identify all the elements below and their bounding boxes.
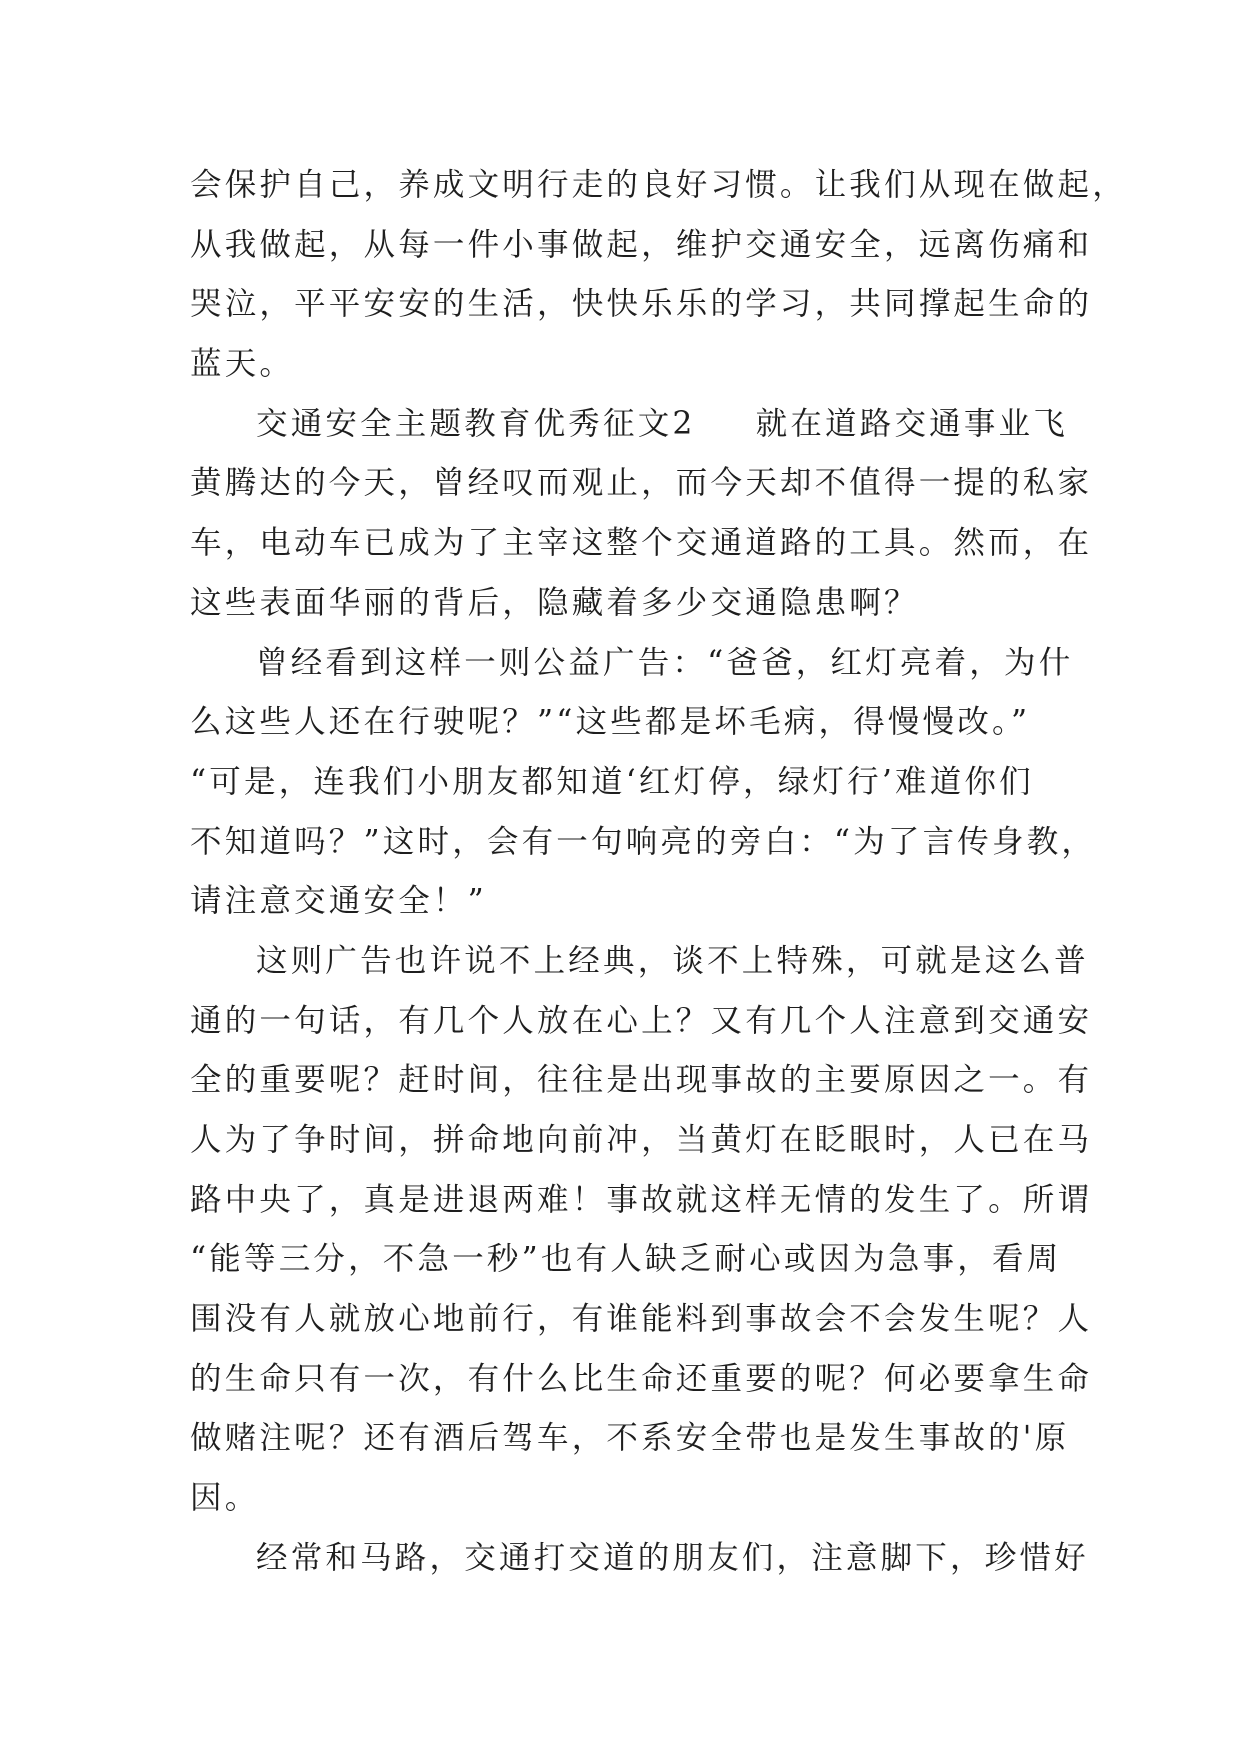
text-line: 全的重要呢？赶时间，往往是出现事故的主要原因之一。有 (190, 1062, 1093, 1099)
text-line: 么这些人还在行驶呢？”“这些都是坏毛病，得慢慢改。” (190, 704, 1031, 741)
text-line: 通的一句话，有几个人放在心上？又有几个人注意到交通安 (190, 1002, 1093, 1039)
text-line: 车，电动车已成为了主宰这整个交通道路的工具。然而，在 (190, 525, 1093, 562)
essay-text (190, 156, 1127, 1589)
text-line: “可是，连我们小朋友都知道‘红灯停，绿灯行’难道你们 (190, 763, 1034, 800)
text-line: 哭泣，平平安安的生活，快快乐乐的学习，共同撑起生命的 (190, 286, 1093, 323)
text-line: 这些表面华丽的背后，隐藏着多少交通隐患啊？ (190, 584, 919, 621)
text-line: 围没有人就放心地前行，有谁能料到事故会不会发生呢？人 (190, 1301, 1093, 1338)
text-line: 做赌注呢？还有酒后驾车，不系安全带也是发生事故的'原 (190, 1420, 1070, 1457)
text-line: 经常和马路，交通打交道的朋友们，注意脚下，珍惜好 (256, 1539, 1089, 1576)
text-line: 路中央了，真是进退两难！事故就这样无情的发生了。所谓 (190, 1181, 1093, 1218)
text-line: 蓝天。 (190, 346, 295, 383)
text-line: 这则广告也许说不上经典，谈不上特殊，可就是这么普 (256, 942, 1089, 979)
text-line: 的生命只有一次，有什么比生命还重要的呢？何必要拿生命 (190, 1360, 1093, 1397)
text-line: 会保护自己，养成文明行走的良好习惯。让我们从现在做起， (190, 167, 1127, 203)
text-line: 曾经看到这样一则公益广告：“爸爸，红灯亮着，为什 (256, 644, 1074, 681)
text-line: 请注意交通安全！” (190, 883, 487, 920)
text-line: “能等三分，不急一秒”也有人缺乏耐心或因为急事，看周 (190, 1241, 1062, 1278)
text-line: 人为了争时间，拼命地向前冲，当黄灯在眨眼时，人已在马 (190, 1122, 1093, 1158)
text-segment: 就在道路交通事业飞 (755, 405, 1068, 442)
text-line: 因。 (190, 1480, 260, 1517)
essay-title: 交通安全主题教育优秀征文2 (256, 405, 696, 442)
essay-heading-line (190, 395, 1068, 455)
text-line: 从我做起，从每一件小事做起，维护交通安全，远离伤痛和 (190, 226, 1093, 263)
text-line: 不知道吗？”这时，会有一句响亮的旁白：“为了言传身教， (190, 823, 1097, 860)
text-line: 黄腾达的今天，曾经叹而观止，而今天却不值得一提的私家 (190, 465, 1093, 502)
